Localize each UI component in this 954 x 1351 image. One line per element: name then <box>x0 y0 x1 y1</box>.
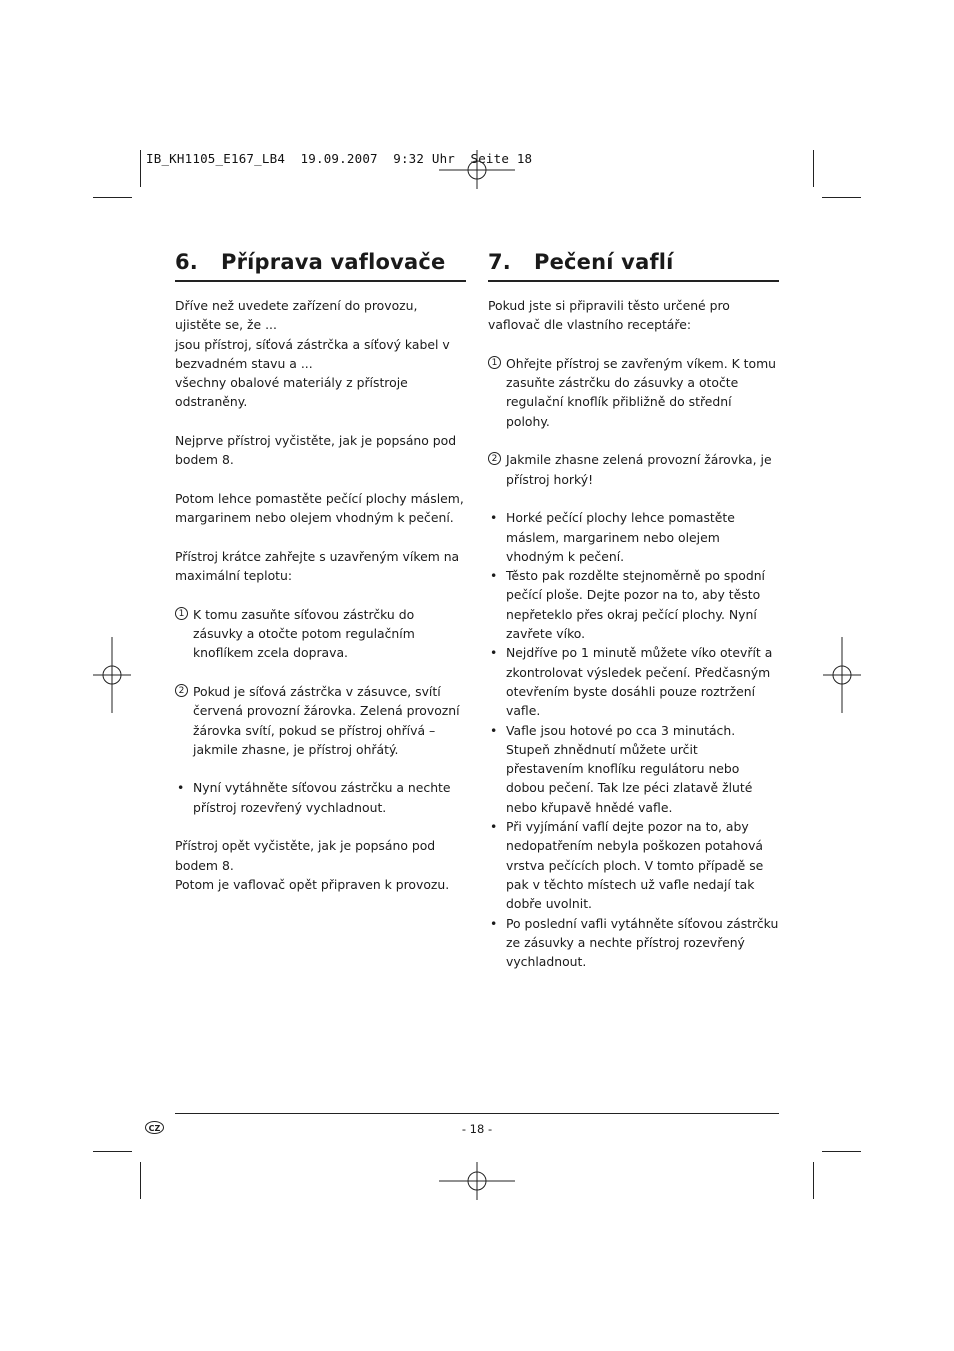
bullet-list <box>488 508 779 971</box>
step-text: K tomu zasuňte síťovou zástrčku do zásuvky a otočte potom regulačním knoflíkem zcela doprava. <box>193 606 415 661</box>
footer-rule <box>175 1113 779 1114</box>
bullet-text: Nejdříve po 1 minutě můžete víko otevřít a zkontrolovat výsledek pečení. Předčasným otevřením byste dosáhli pouze roztržení vafle. <box>506 645 773 719</box>
paragraph: Pokud jste si připravili těsto určené pro vaflovač dle vlastního receptáře: <box>488 298 730 333</box>
paragraph-text: Dříve než uvedete zařízení do provozu, ujistěte se, že ... <box>175 298 418 333</box>
bullet-item <box>488 721 779 817</box>
numbered-step <box>175 682 466 759</box>
step-number-icon: 2 <box>488 452 501 465</box>
section-7 <box>488 250 779 991</box>
numbered-step <box>488 450 779 489</box>
bullet-item <box>175 778 466 817</box>
bullet-item <box>488 643 779 720</box>
bullet-text: Při vyjímání vaflí dejte pozor na to, aby nedopatřením nebyla poškozen potahová vrstva pečících ploch. V tomto případě se pak v těchto místech už vafle nedají tak dobře uvolnit. <box>506 819 764 912</box>
paragraph-text: všechny obalové materiály z přístroje odstraněny. <box>175 375 408 410</box>
page-number: - 18 - <box>461 1122 493 1136</box>
bullet-item <box>488 566 779 643</box>
bullet-icon: • <box>490 915 498 931</box>
bullet-text: Nyní vytáhněte síťovou zástrčku a nechte přístroj rozevřený vychladnout. <box>193 780 451 815</box>
bullet-icon: • <box>490 819 498 835</box>
bullet-text: Po poslední vafli vytáhněte síťovou zástrčku ze zásuvky a nechte přístroj rozevřený vychladnout. <box>506 915 779 970</box>
paragraph: Potom lehce pomastěte pečící plochy máslem, margarinem nebo olejem vhodným k pečení. <box>175 490 464 526</box>
bullet-text: Vafle jsou hotové po cca 3 minutách. Stupeň zhnědnutí můžete určit přestavením knoflíku regulátoru nebo dobou pečení. Tak lze péci zlatavě žluté nebo křupavě hnědé vafle. <box>506 722 753 815</box>
bullet-icon: • <box>490 722 498 738</box>
bullet-item <box>488 508 779 566</box>
paragraph: Nejprve přístroj vyčistěte, jak je popsáno pod bodem 8. <box>175 433 457 468</box>
paragraph <box>175 296 466 412</box>
bullet-icon: • <box>177 780 185 796</box>
section-number: 7. <box>488 250 511 274</box>
bullet-icon: • <box>490 510 498 526</box>
section-heading <box>488 250 779 282</box>
bullet-icon: • <box>490 645 498 661</box>
paragraph-text: Potom je vaflovač opět připraven k provozu. <box>175 876 450 892</box>
bullet-item <box>488 817 779 913</box>
section-number: 6. <box>175 250 198 274</box>
section-heading <box>175 250 466 282</box>
section-6 <box>175 250 466 914</box>
numbered-step <box>488 354 779 431</box>
bullet-text: Horké pečící plochy lehce pomastěte máslem, margarinem nebo olejem vhodným k pečení. <box>506 510 735 564</box>
section-title: Pečení vaflí <box>534 250 674 274</box>
step-text: Ohřejte přístroj se zavřeným víkem. K tomu zasuňte zástrčku do zásuvky a otočte regulační knoflík přibližně do střední polohy. <box>506 355 777 429</box>
bullet-text: Těsto pak rozdělte stejnoměrně po spodní pečící ploše. Dejte pozor na to, aby těsto nepřeteklo přes okraj pečící plochy. Nyní zavřete víko. <box>506 568 765 642</box>
step-number-icon: 1 <box>488 356 501 369</box>
step-number-icon: 2 <box>175 684 188 697</box>
step-text: Pokud je síťová zástrčka v zásuvce, svítí červená provozní žárovka. Zelená provozní žárovka svítí, pokud se přístroj ohřívá – jakmile zhasne, je přístroj ohřátý. <box>193 683 460 757</box>
paragraph-text: Přístroj opět vyčistěte, jak je popsáno pod bodem 8. <box>175 838 436 873</box>
step-text: Jakmile zhasne zelená provozní žárovka, je přístroj horký! <box>506 452 772 487</box>
paragraph: Přístroj krátce zahřejte s uzavřeným víkem na maximální teplotu: <box>175 548 460 584</box>
section-title: Příprava vaflovače <box>221 250 446 274</box>
print-header: IB_KH1105_E167_LB4 19.09.2007 9:32 Uhr Seite 18 <box>146 151 533 166</box>
bullet-icon: • <box>490 568 498 584</box>
paragraph-text: jsou přístroj, síťová zástrčka a síťový kabel v bezvadném stavu a ... <box>175 336 450 371</box>
step-number-icon: 1 <box>175 607 188 620</box>
paragraph <box>175 836 466 894</box>
numbered-step <box>175 605 466 663</box>
bullet-item <box>488 914 779 972</box>
language-badge: CZ <box>145 1121 164 1134</box>
